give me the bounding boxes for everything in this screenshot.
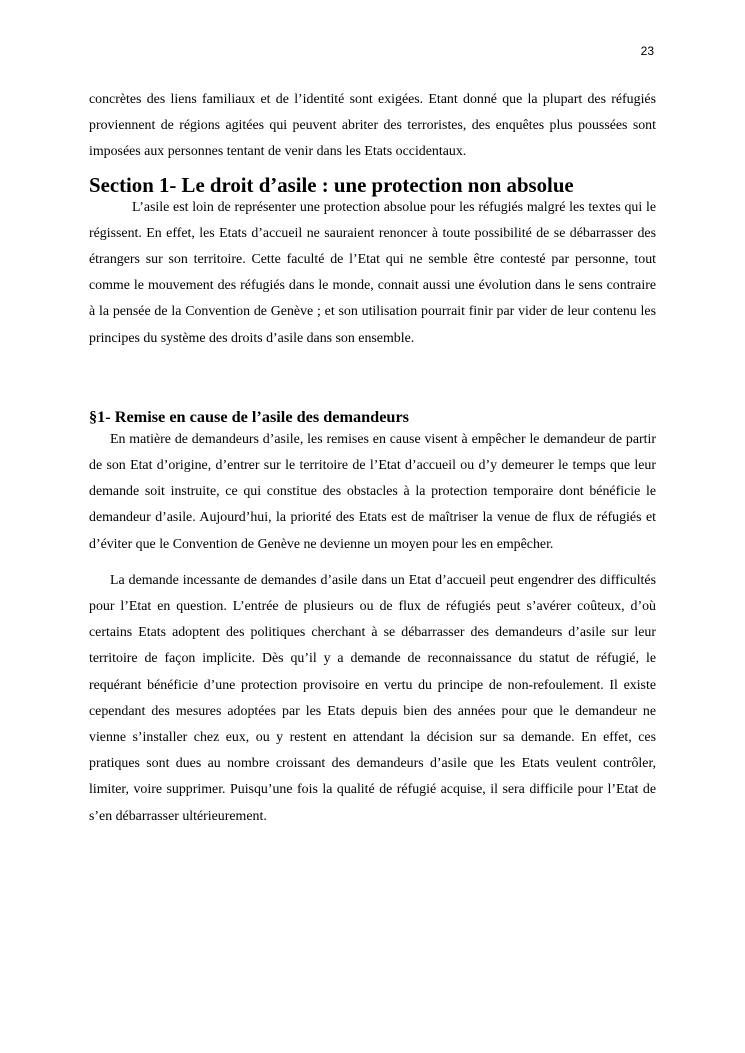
intro-paragraph: concrètes des liens familiaux et de l’identité sont exigées. Etant donné que la plupart des réfugiés proviennent de régions agitées qui peuvent abriter des terroristes, des enquêtes plus poussées sont imposées aux personnes tentant de venir dans les Etats occidentaux.: [89, 92, 656, 160]
paragraph-1-heading: §1- Remise en cause de l’asile des demandeurs: [89, 407, 410, 426]
page-content: [89, 87, 656, 830]
section-1-paragraph: L’asile est loin de représenter une protection absolue pour les réfugiés malgré les textes qui le régissent. En effet, les Etats d’accueil ne sauraient renoncer à toute possibilité de se débarrasser des étrangers sur son territoire. Cette faculté de l’Etat qui ne semble être contesté par personne, tout comme le mouvement des réfugiés dans le monde, connait aussi une évolution dans le sens contraire à la pensée de la Convention de Genève ; et son utilisation pourrait finir par vider de leur contenu les principes du système des droits d’asile dans son ensemble.: [89, 199, 656, 346]
section-1-heading: Section 1- Le droit d’asile : une protection non absolue: [89, 172, 574, 197]
paragraph-1-text-1: En matière de demandeurs d’asile, les remises en cause visent à empêcher le demandeur de partir de son Etat d’origine, d’entrer sur le territoire de l’Etat d’accueil ou d’y demeurer le temps que leur demande soit instruite, ce qui constitue des obstacles à la protection temporaire dont bénéficie le demandeur d’asile. Aujourd’hui, la priorité des Etats est de maîtriser la venue de flux de réfugiés et d’éviter que le Convention de Genève ne devienne un moyen pour les en empêcher.: [89, 431, 656, 552]
paragraph-1-text-2: La demande incessante de demandes d’asile dans un Etat d’accueil peut engendrer des difficultés pour l’Etat en question. L’entrée de plusieurs ou de flux de réfugiés peut s’avérer coûteux, d’où certains Etats adoptent des politiques cherchant à se débarrasser des demandeurs d’asile sur leur territoire de façon implicite. Dès qu’il y a demande de reconnaissance du statut de réfugié, le requérant bénéficie d’une protection provisoire en vertu du principe de non-refoulement. Il existe cependant des mesures adoptées par les Etats depuis bien des années pour que le demandeur ne vienne s’installer chez eux, ou y restent en attendant la décision sur sa demande. En effet, ces pratiques sont dues au nombre croissant des demandeurs d’asile que les Etats veulent contrôler, limiter, voire supprimer. Puisqu’une fois la qualité de réfugié acquise, il sera difficile pour l’Etat de s’en débarrasser ultérieurement.: [89, 572, 656, 824]
page-number: 23: [640, 44, 654, 58]
